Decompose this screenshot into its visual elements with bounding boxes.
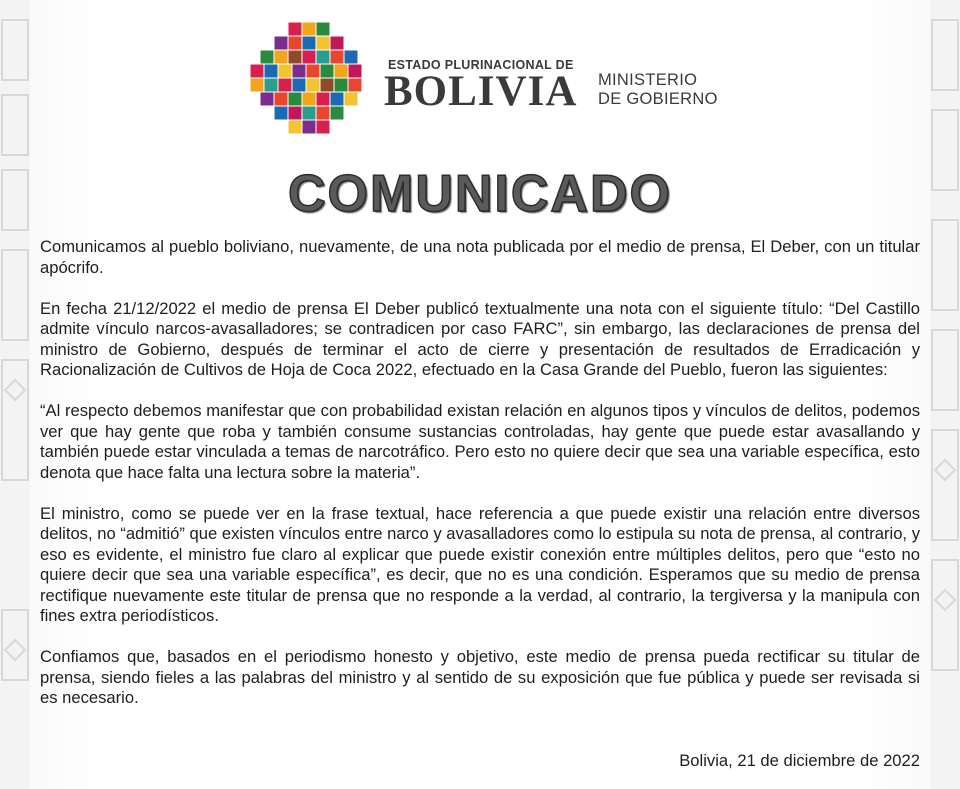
ministry-line-2: DE GOBIERNO <box>598 90 718 108</box>
paragraph: Confiamos que, basados en el periodismo honesto y objetivo, este medio de prensa pueda rectificar su titular de prensa, siendo fieles a las palabras del ministro y al sentido de su exposición que fue pública y puede ser revisada si es necesario. <box>40 647 920 707</box>
paragraph: El ministro, como se puede ver en la frase textual, hace referencia a que puede existir una relación entre diversos delitos, no “admitió” que existen vínculos entre narco y avasalladores como lo estipula su nota de prensa, al contrario, y eso es evidente, el ministro fue claro al explicar que puede existir conexión entre múltiples delitos, pero que “esto no quiere decir que sea una variable específica”, es decir, que no es una condición. Esperamos que su medio de prensa rectifique nuevamente este titular de prensa que no responde a la verdad, al contrario, la tergiversa y la manipula con fines extra periodísticos. <box>40 503 920 625</box>
ministry-name <box>598 71 718 109</box>
ministry-line-1: MINISTERIO <box>598 71 698 89</box>
place-and-date: Bolivia, 21 de diciembre de 2022 <box>679 751 920 770</box>
header <box>248 20 718 150</box>
quoted-paragraph: “Al respecto debemos manifestar que con probabilidad existan relación en algunos tipos y vínculos de delitos, podemos ver que hay gente que roba y también consume sustancias controladas, hay gente que puede estar avasallando y también puede estar vinculada a temas de narcotráfico. Pero esto no quiere decir que sea una variable específica, esto denota que hace falta una lectura sobre la materia”. <box>40 401 920 482</box>
paragraph: Comunicamos al pueblo boliviano, nuevamente, de una nota publicada por el medio de prensa, El Deber, con un titular apócrifo. <box>40 237 920 277</box>
estado-plurinacional-label: ESTADO PLURINACIONAL DE <box>388 58 574 72</box>
statement-body <box>40 237 920 729</box>
chakana-emblem-icon <box>248 20 372 144</box>
bolivia-wordmark: BOLIVIA <box>384 68 578 115</box>
paragraph: En fecha 21/12/2022 el medio de prensa El Deber publicó textualmente una nota con el siguiente título: “Del Castillo admite vínculo narcos-avasalladores; se contradicen por caso FARC”, sin embargo, las declaraciones de prensa del ministro de Gobierno, después de terminar el acto de cierre y presentación de resultados de Erradicación y Racionalización de Cultivos de Hoja de Coca 2022, efectuado en la Casa Grande del Pueblo, fueron las siguientes: <box>40 298 920 379</box>
page-title: COMUNICADO <box>288 165 672 223</box>
